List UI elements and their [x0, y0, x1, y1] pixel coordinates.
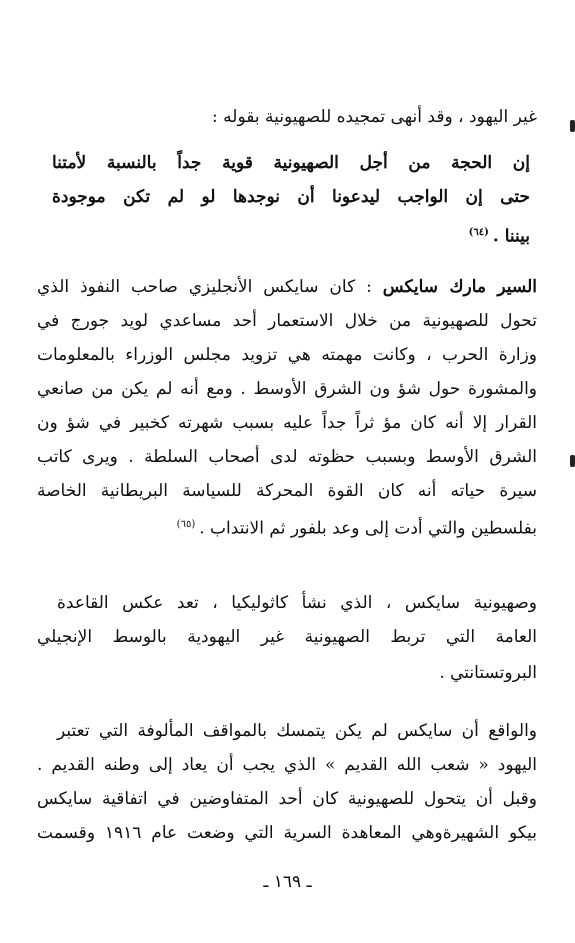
paragraph-line: وصهيونية سايكس ، الذي نشأ كاثوليكيا ، تعد عكس القاعدة [57, 593, 537, 613]
quote-line: حتى إن الواجب ليدعونا أن نوجدها لو لم تكن موجودة [52, 187, 530, 207]
sykes-line: تحول للصهيونية من خلال الاستعمار أحد مساعدي لويد جورج في [37, 311, 537, 331]
quote-line: إن الحجة من أجل الصهيونية قوية جداً بالنسبة لأمتنا [52, 153, 530, 173]
sykes-line [37, 512, 537, 542]
paragraph-line: البروتستانتي . [439, 663, 537, 683]
footnote-ref: (٦٤) [468, 227, 489, 238]
quote-line [52, 220, 530, 250]
sykes-first-line [37, 274, 537, 300]
sykes-line: القرار إلا أنه كان مؤ ثراً جداً عليه بسبب شهرته كخبير في شؤ ون [37, 413, 537, 433]
page-edge-mark [570, 455, 575, 467]
paragraph-line: بيكو الشهيرةوهي المعاهدة السرية التي وضعت عام ١٩١٦ وقسمت [37, 823, 537, 843]
sykes-line: الشرق الأوسط وبسبب حظوته لدى أصحاب السلطة . ويرى كاتب [37, 447, 537, 467]
paragraph-line: اليهود « شعب الله القديم » الذي يجب أن يعاد إلى وطنه القديم . [37, 755, 537, 775]
sykes-end: بفلسطين والتي أدت إلى وعد بلفور ثم الانتداب . [199, 518, 537, 539]
sykes-line: والمشورة حول شؤ ون الشرق الأوسط . ومع أنه لم يكن من صانعي [37, 379, 537, 399]
page-number: ـ ١٦٩ ـ [263, 872, 312, 892]
paragraph-line: العامة التي تربط الصهيونية غير اليهودية بالوسط الإنجيلي [37, 627, 537, 647]
sykes-text: : كان سايكس الأنجليزي صاحب النفوذ الذي [37, 277, 372, 297]
quote-end: بيننا . [492, 226, 530, 247]
intro-line: غير اليهود ، وقد أنهى تمجيده للصهيونية بقوله : [212, 107, 537, 127]
footnote-ref: (٦٥) [176, 519, 196, 530]
page-edge-mark [570, 120, 575, 132]
paragraph-line: وقبل أن يتحول للصهيونية كان أحد المتفاوضين في اتفاقية سايكس [37, 789, 537, 809]
sykes-heading: السير مارك سايكس [382, 277, 538, 297]
sykes-line: وزارة الحرب ، وكانت مهمته هي تزويد مجلس الوزراء بالمعلومات [37, 345, 537, 365]
paragraph-line: والواقع أن سايكس لم يكن يتمسك بالمواقف المألوفة التي تعتبر [57, 721, 537, 741]
sykes-line: سيرة حياته أنه كان القوة المحركة للسياسة البريطانية الخاصة [37, 481, 537, 501]
